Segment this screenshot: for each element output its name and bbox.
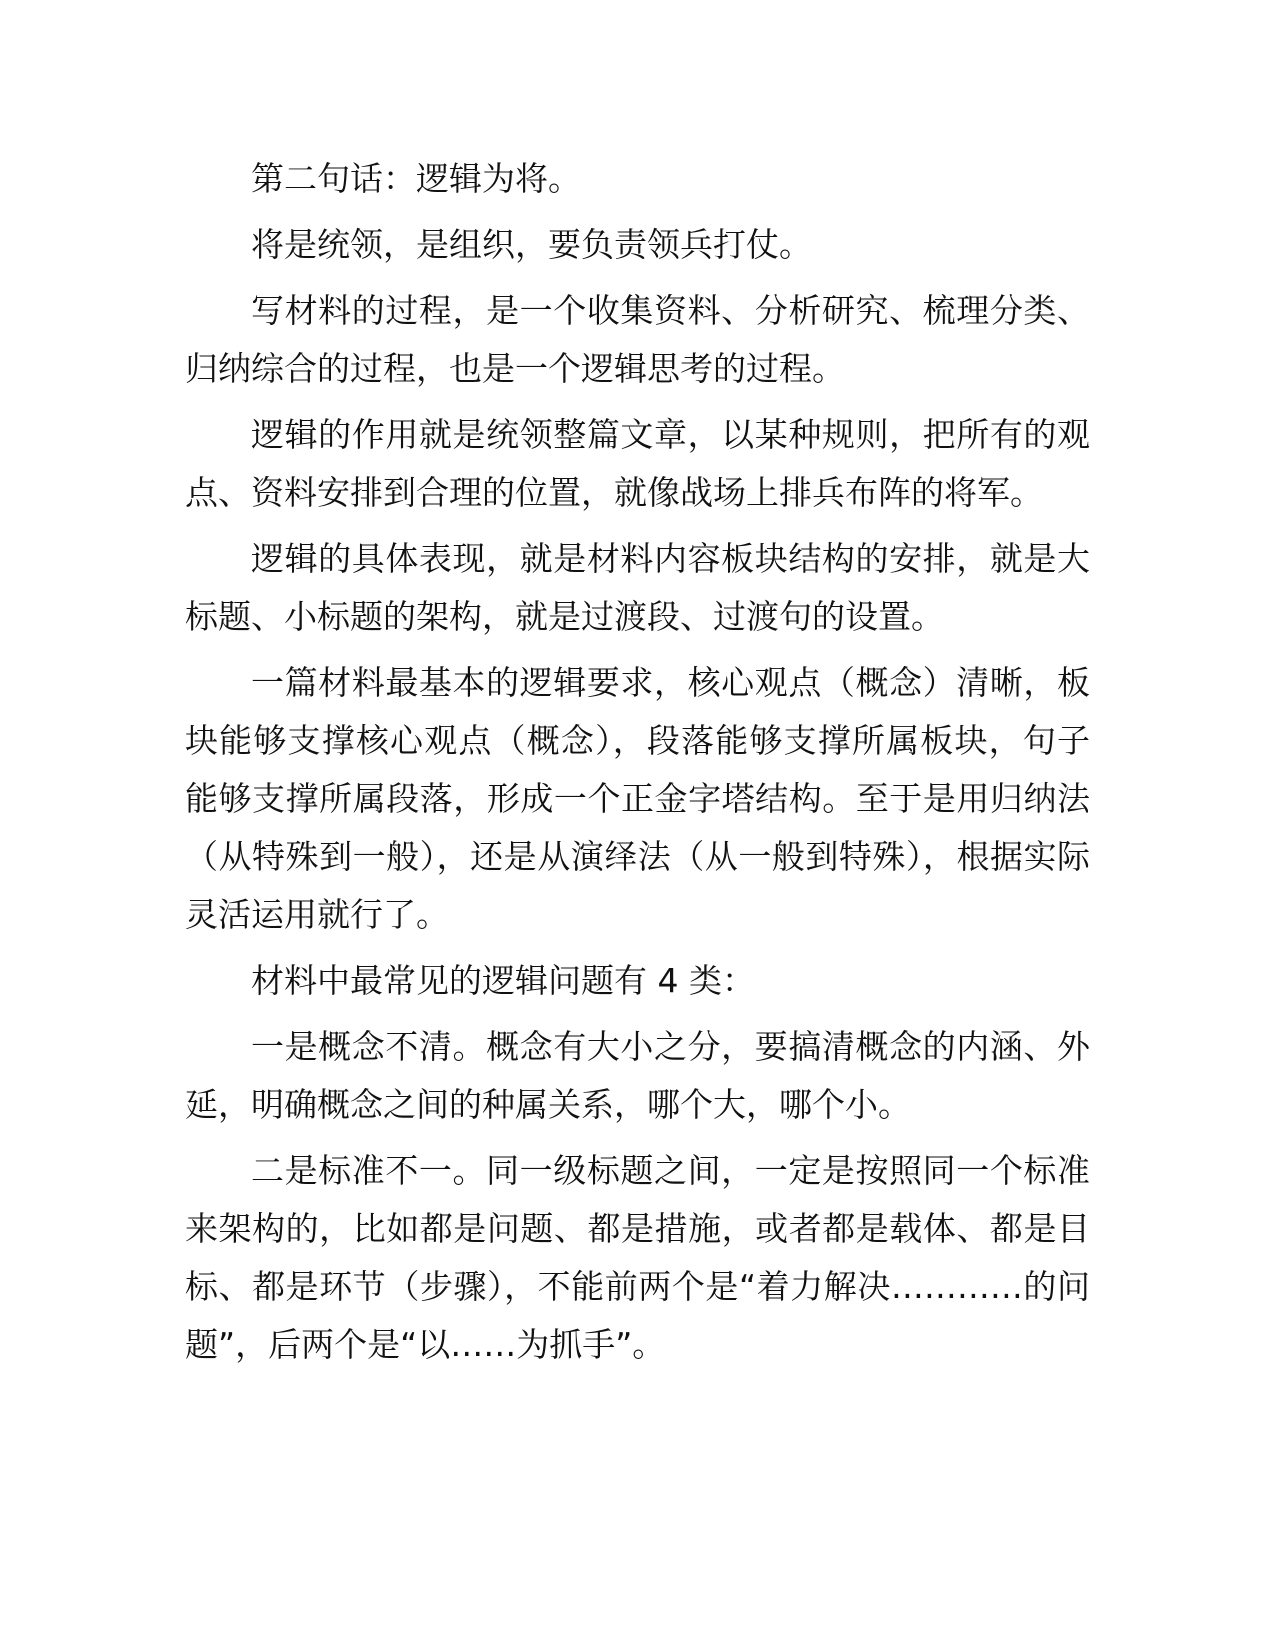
paragraph: 逻辑的具体表现，就是材料内容板块结构的安排，就是大标题、小标题的架构，就是过渡段、过渡句的设置。: [185, 539, 1090, 636]
paragraph: 写材料的过程，是一个收集资料、分析研究、梳理分类、归纳综合的过程，也是一个逻辑思考的过程。: [185, 291, 1090, 388]
document-body: [185, 150, 1090, 1382]
paragraph: 将是统领，是组织，要负责领兵打仗。: [251, 225, 812, 264]
paragraph: 材料中最常见的逻辑问题有 4 类：: [251, 961, 755, 1000]
paragraph: 一是概念不清。概念有大小之分，要搞清概念的内涵、外延，明确概念之间的种属关系，哪个大，哪个小。: [185, 1027, 1090, 1124]
paragraph: 第二句话：逻辑为将。: [251, 159, 581, 198]
paragraph: 二是标准不一。同一级标题之间，一定是按照同一个标准来架构的，比如都是问题、都是措施，或者都是载体、都是目标、都是环节（步骤），不能前两个是“着力解决…………的问题”，后两个是“以……为抓手”。: [185, 1151, 1090, 1364]
paragraph: 逻辑的作用就是统领整篇文章，以某种规则，把所有的观点、资料安排到合理的位置，就像战场上排兵布阵的将军。: [185, 415, 1090, 512]
paragraph: 一篇材料最基本的逻辑要求，核心观点（概念）清晰，板块能够支撑核心观点（概念），段落能够支撑所属板块，句子能够支撑所属段落，形成一个正金字塔结构。至于是用归纳法（从特殊到一般），还是从演绎法（从一般到特殊），根据实际灵活运用就行了。: [185, 663, 1090, 934]
